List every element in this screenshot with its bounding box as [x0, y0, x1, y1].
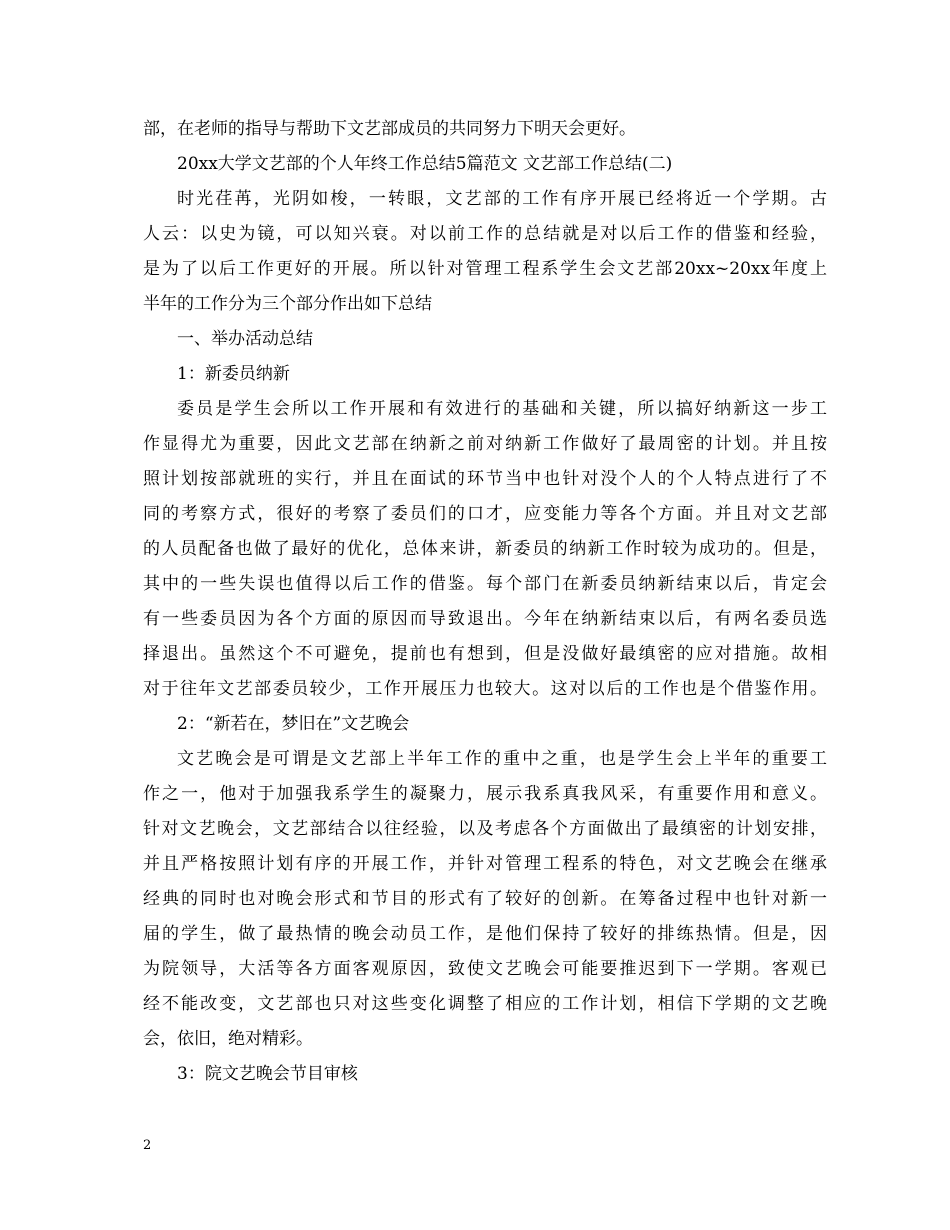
article-heading: 20xx大学文艺部的个人年终工作总结5篇范文 文艺部工作总结(二) — [177, 154, 673, 174]
text-line: 针对文艺晚会，文艺部结合以往经验，以及考虑各个方面做出了最缜密的计划安排， — [143, 819, 827, 839]
text-line: 部，在老师的指导与帮助下文艺部成员的共同努力下明天会更好。 — [143, 119, 636, 139]
text-line: 届的学生，做了最热情的晚会动员工作，是他们保持了较好的排练热情。但是，因 — [143, 924, 827, 944]
text-line: 有一些委员因为各个方面的原因而导致退出。今年在纳新结束以后，有两名委员选 — [143, 609, 827, 629]
subsection-heading: 2：“新若在，梦旧在”文艺晚会 — [177, 714, 410, 734]
text-line: 文艺晚会是可谓是文艺部上半年工作的重中之重，也是学生会上半年的重要工 — [177, 749, 827, 769]
text-line: 半年的工作分为三个部分作出如下总结 — [143, 294, 432, 314]
text-line: 会，依旧，绝对精彩。 — [143, 1029, 313, 1049]
text-line: 同的考察方式，很好的考察了委员们的口才，应变能力等各个方面。并且对文艺部 — [143, 504, 827, 524]
text-line: 照计划按部就班的实行，并且在面试的环节当中也针对没个人的个人特点进行了不 — [143, 469, 827, 489]
text-line: 择退出。虽然这个不可避免，提前也有想到，但是没做好最缜密的应对措施。故相 — [143, 644, 827, 664]
text-line: 其中的一些失误也值得以后工作的借鉴。每个部门在新委员纳新结束以后，肯定会 — [143, 574, 827, 594]
text-line: 是为了以后工作更好的开展。所以针对管理工程系学生会文艺部20xx~20xx年度上 — [143, 259, 827, 279]
text-line: 并且严格按照计划有序的开展工作，并针对管理工程系的特色，对文艺晚会在继承 — [143, 854, 827, 874]
text-line: 委员是学生会所以工作开展和有效进行的基础和关键，所以搞好纳新这一步工 — [177, 399, 827, 419]
text-line: 为院领导，大活等各方面客观原因，致使文艺晚会可能要推迟到下一学期。客观已 — [143, 959, 827, 979]
text-line: 作之一，他对于加强我系学生的凝聚力，展示我系真我风采，有重要作用和意义。 — [143, 784, 827, 804]
subsection-heading: 1：新委员纳新 — [177, 364, 290, 384]
text-line: 人云：以史为镜，可以知兴衰。对以前工作的总结就是对以后工作的借鉴和经验， — [143, 224, 827, 244]
text-line: 经不能改变，文艺部也只对这些变化调整了相应的工作计划，相信下学期的文艺晚 — [143, 994, 827, 1014]
text-line: 时光荏苒，光阴如梭，一转眼，文艺部的工作有序开展已经将近一个学期。古 — [177, 189, 827, 209]
text-line: 对于往年文艺部委员较少，工作开展压力也较大。这对以后的工作也是个借鉴作用。 — [143, 679, 827, 699]
text-line: 经典的同时也对晚会形式和节目的形式有了较好的创新。在筹备过程中也针对新一 — [143, 889, 827, 909]
text-line: 作显得尤为重要，因此文艺部在纳新之前对纳新工作做好了最周密的计划。并且按 — [143, 434, 827, 454]
document-body — [143, 112, 827, 1092]
text-line: 的人员配备也做了最好的优化，总体来讲，新委员的纳新工作时较为成功的。但是， — [143, 539, 827, 559]
subsection-heading: 3：院文艺晚会节目审核 — [177, 1064, 358, 1084]
page-number: 2 — [143, 1138, 152, 1153]
section-heading: 一、举办活动总结 — [177, 329, 313, 349]
